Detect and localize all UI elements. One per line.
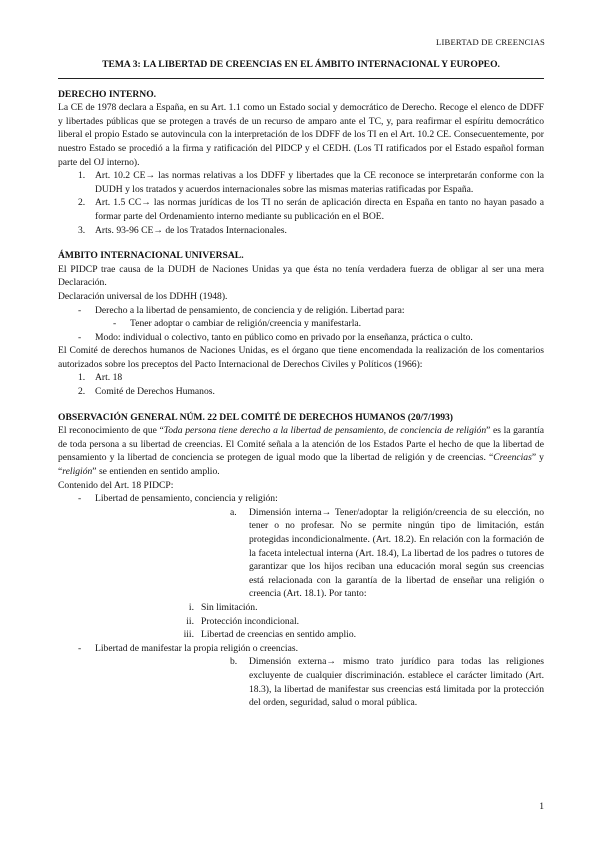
list-item-text: Art. 18 xyxy=(95,372,123,384)
alpha-list-item-b xyxy=(58,655,544,709)
paragraph-reconocimiento xyxy=(58,424,544,478)
list-item-text: Libertad de creencias en sentido amplio. xyxy=(201,629,357,641)
text-run: ” es la garantía de toda persona a su libertad de creencias. El Comité señala a la atención de los Estados Parte el hecho de que la libertad de pensamiento y la libertad de conciencia se protegen de igual modo que la libertad de religión y de creencias. “ xyxy=(58,425,544,464)
list-item-text: Libertad de pensamiento, conciencia y religión: xyxy=(95,493,278,505)
list-item-text: Modo: individual o colectivo, tanto en público como en privado por la enseñanza, práctica o culto. xyxy=(95,331,473,343)
quoted-text: Toda persona tiene derecho a la libertad de pensamiento, de conciencia de religión xyxy=(163,425,487,437)
dash-marker: - xyxy=(113,318,117,330)
list-item xyxy=(58,615,544,629)
list-item xyxy=(58,628,544,642)
section-heading-derecho-interno: DERECHO INTERNO. xyxy=(58,88,157,100)
text-run: El reconocimiento de que “ xyxy=(58,425,164,437)
paragraph-contenido: Contenido del Art. 18 PIDCP: xyxy=(58,479,174,491)
list-item xyxy=(58,492,544,506)
list-item xyxy=(58,371,544,385)
text-run: ” y “ xyxy=(58,452,544,478)
list-item xyxy=(58,224,544,238)
document-title: TEMA 3: LA LIBERTAD DE CREENCIAS EN EL ÁMBITO INTERNACIONAL Y EUROPEO. xyxy=(58,58,544,79)
paragraph-pidcp: El PIDCP trae causa de la DUDH de Naciones Unidas ya que ésta no tenía verdadera fuerza de obligar al ser una mera Declaración. xyxy=(58,263,544,289)
roman-list xyxy=(58,601,544,642)
spacer xyxy=(58,399,544,411)
page-content xyxy=(58,58,544,710)
dash-marker: - xyxy=(78,304,82,316)
list-item-text: Derecho a la libertad de pensamiento, de conciencia y de religión. Libertad para: xyxy=(95,304,405,316)
dash-list-libertad-pensamiento xyxy=(58,492,544,506)
list-item xyxy=(58,304,544,318)
list-item xyxy=(58,196,544,223)
section-heading-ambito-internacional: ÁMBITO INTERNACIONAL UNIVERSAL. xyxy=(58,250,244,262)
dash-list-manifestar xyxy=(58,642,544,656)
list-item xyxy=(58,385,544,399)
numbered-list-pacto xyxy=(58,371,544,398)
paragraph-comite: El Comité de derechos humanos de Naciones Unidas, es el órgano que tiene encomendada la realización de los comentarios autorizados sobre los preceptos del Pacto Internacional de Derechos Civiles y Políticos (1966): xyxy=(58,345,544,370)
dash-marker: - xyxy=(78,331,82,343)
list-marker: 2. xyxy=(78,386,86,398)
running-header: LIBERTAD DE CREENCIAS xyxy=(436,37,545,47)
list-marker: b. xyxy=(230,656,238,668)
list-item xyxy=(58,169,544,196)
text-run: ” se entienden en sentido amplio. xyxy=(92,466,220,478)
paragraph-declaracion: Declaración universal de los DDHH (1948). xyxy=(58,290,228,302)
list-marker: a. xyxy=(230,506,237,518)
list-marker: 2. xyxy=(78,197,86,209)
dash-list-declaracion xyxy=(58,304,544,318)
list-item-text: Sin limitación. xyxy=(201,601,258,613)
list-marker: iii. xyxy=(183,629,194,641)
list-item xyxy=(58,601,544,615)
list-item-text: Protección incondicional. xyxy=(201,615,300,627)
spacer xyxy=(58,237,544,249)
page-number: 1 xyxy=(539,801,544,812)
quoted-text: Creencias xyxy=(493,452,532,464)
list-item-text: Art. 1.5 CC→ las normas jurídicas de los TI no serán de aplicación directa en España en tanto no hayan pasado a formar parte del Ordenamiento interno mediante su publicación en el BOE. xyxy=(95,197,544,222)
list-marker: 3. xyxy=(78,224,86,236)
list-item-text: Dimensión externa→ mismo trato jurídico para todas las religiones excluyente de cualquier discriminación. establece el carácter limitado (Art. 18.3), la libertad de manifestar sus creencias está limitada por la protección del orden, seguridad, salud o moral pública. xyxy=(249,656,544,709)
list-item xyxy=(58,642,544,656)
list-item-text: Art. 10.2 CE→ las normas relativas a los DDFF y libertades que la CE reconoce se interpretarán conforme con la DUDH y los tratados y acuerdos internacionales sobre las mismas materias ratificadas por España. xyxy=(95,170,544,195)
list-marker: ii. xyxy=(186,615,194,627)
numbered-list-derecho-interno xyxy=(58,169,544,237)
list-item-text: Arts. 93-96 CE→ de los Tratados Internacionales. xyxy=(95,224,287,236)
alpha-list-item-a xyxy=(58,506,544,601)
list-item-text: Comité de Derechos Humanos. xyxy=(95,386,215,398)
list-marker: i. xyxy=(188,601,194,613)
dash-marker: - xyxy=(78,493,82,505)
list-item-text: Dimensión interna→ Tener/adoptar la religión/creencia de su elección, no tener o no profesar. No se permite ningún tipo de limitación, están protegidas incondicionalmente. (Art. 18.2). En relación con la formación de la faceta intelectual interna (Art. 18.4), La libertad de los padres o tutores de garantizar que los hijos reciban una educación moral según sus creencias está relacionada con la garantía de la libertad de enseñar una religión o creencia (Art. 18.1). Por tanto: xyxy=(249,506,544,600)
dash-list-modo xyxy=(58,331,544,345)
sub-list-item xyxy=(58,317,544,331)
list-item-text: Libertad de manifestar la propia religión o creencias. xyxy=(95,642,298,654)
section-heading-observacion-general: OBSERVACIÓN GENERAL NÚM. 22 DEL COMITÉ DE DERECHOS HUMANOS (20/7/1993) xyxy=(58,411,454,423)
list-marker: 1. xyxy=(78,170,86,182)
list-item xyxy=(58,331,544,345)
dash-marker: - xyxy=(78,642,82,654)
paragraph-ce-1978: La CE de 1978 declara a España, en su Art. 1.1 como un Estado social y democrático de Derecho. Recoge el elenco de DDFF y libertades públicas que se protegen a través de un recurso de amparo ante el TC, y, para reafirmar el espíritu democrático liberal el propio Estado se autovincula con la interpretación de los DDFF de los TI en el Art. 10.2 CE. Consecuentemente, por nuestro Estado se procedió a la firma y ratificación del PIDCP y el CEDH. (Los TI ratificados por el Estado español forman parte del OJ interno). xyxy=(58,102,544,168)
list-item-text: Tener adoptar o cambiar de religión/creencia y manifestarla. xyxy=(130,318,362,330)
quoted-text: religión xyxy=(62,466,93,478)
list-marker: 1. xyxy=(78,372,86,384)
